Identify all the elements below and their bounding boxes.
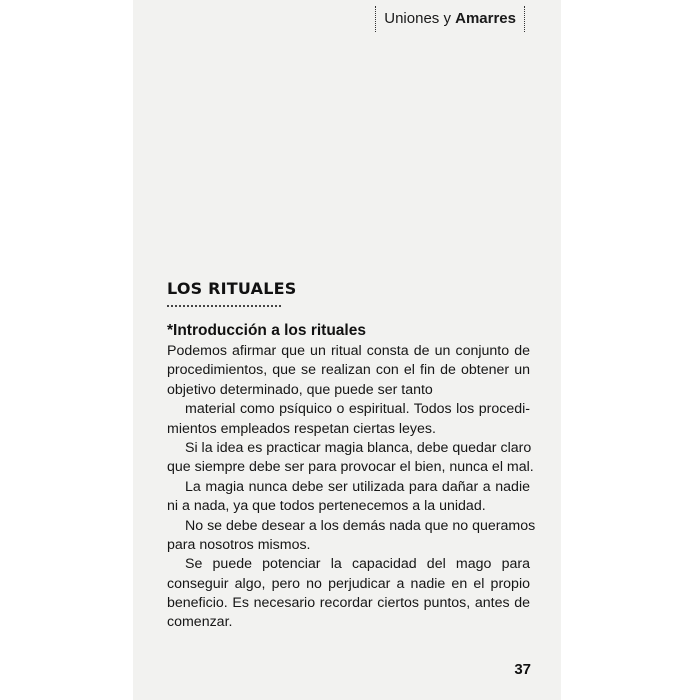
text-line: para nosotros mismos. bbox=[167, 536, 311, 553]
body-text bbox=[167, 342, 536, 633]
running-header-title: Uniones y bbox=[384, 10, 456, 27]
text-line: No se debe desear a los demás nada que no queramos bbox=[185, 517, 536, 534]
text-line: conseguir algo, pero no perjudicar a nadie en el propio bbox=[167, 575, 530, 592]
text-line: Podemos afirmar que un ritual consta de un conjunto de bbox=[167, 343, 530, 359]
text-line: mientos empleados respetan ciertas leyes. bbox=[167, 420, 436, 437]
section-title: LOS RITUALES bbox=[167, 279, 297, 298]
text-line: Si la idea es practicar magia blanca, debe quedar claro bbox=[185, 439, 532, 456]
page-number: 37 bbox=[514, 661, 531, 678]
text-line: procedimientos, que se realizan con el fin de obtener un bbox=[167, 362, 530, 379]
subheading: *Introducción a los rituales bbox=[167, 322, 366, 339]
text-line: material como psíquico o espiritual. Todos los procedi- bbox=[185, 401, 530, 418]
text-line: beneficio. Es necesario recordar ciertos puntos, antes de bbox=[167, 595, 530, 612]
text-line: Se puede potenciar la capacidad del mago para bbox=[185, 556, 530, 573]
text-line: La magia nunca debe ser utilizada para dañar a nadie bbox=[185, 478, 530, 495]
book-page bbox=[133, 0, 561, 700]
text-line: que siempre debe ser para provocar el bien, nunca el mal. bbox=[167, 459, 534, 476]
section-dotted-rule bbox=[167, 305, 281, 307]
text-line: objetivo determinado, que puede ser tanto bbox=[167, 381, 433, 398]
text-line: ni a nada, ya que todos pertenecemos a la unidad. bbox=[167, 498, 486, 515]
text-line: comenzar. bbox=[167, 614, 233, 631]
running-header bbox=[375, 6, 525, 32]
running-header-title-bold: Amarres bbox=[455, 10, 516, 27]
